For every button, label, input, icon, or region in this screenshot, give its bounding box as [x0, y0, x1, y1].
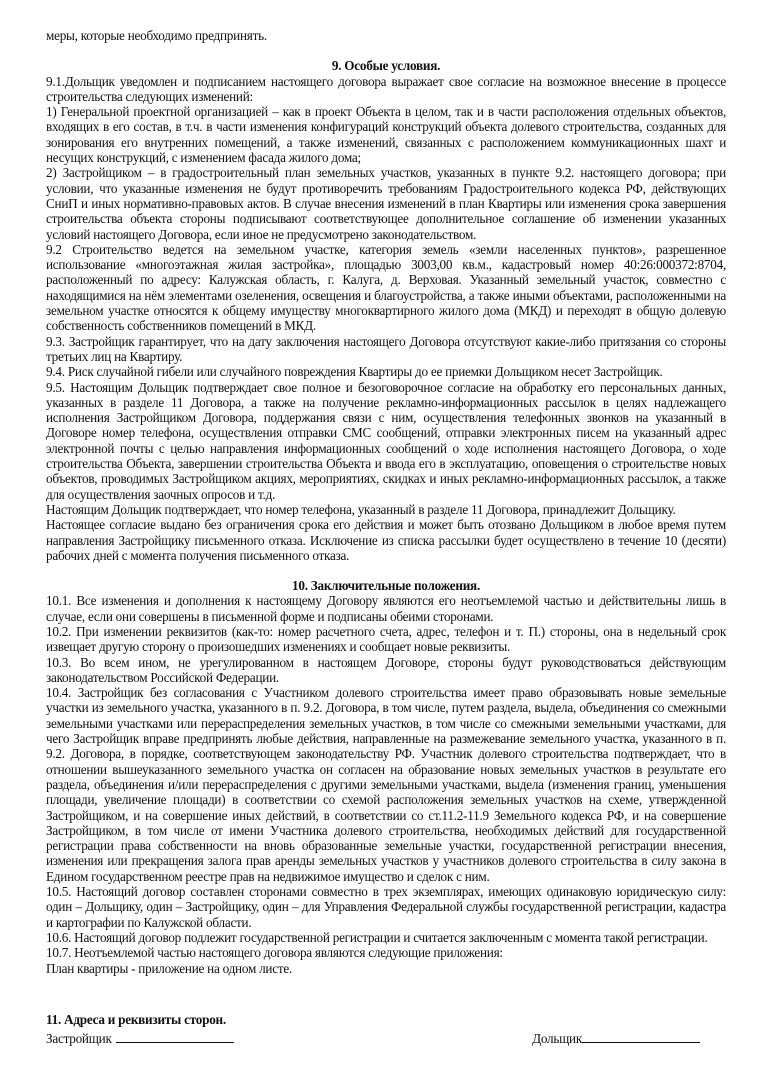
clause-10-2: 10.2. При изменении реквизитов (как-то: номер расчетного счета, адрес, телефон и т. П.) стороны, она в недельный срок извещает другую сторону о произошедших изменениях и сообщает новые реквизиты. [46, 623, 726, 655]
clause-9-5: 9.5. Настоящим Дольщик подтверждает свое полное и безоговорочное согласие на обработку его персональных данных, указанных в разделе 11 Договора, а также на получение рекламно-информационных рассылок в целях надлежащего исполнения Застройщиком Договора, поддержания связи с ним, осуществления телефонных звонков на указанный в Договоре номер телефона, осуществления отправки СМС сообщений, отправки электронных писем на указанный адрес электронной почты с целью направления информационных сообщений о ходе исполнения настоящего Договора, о ходе строительства Объекта, завершении строительства Объекта и ввода его в эксплуатацию, оповещения о строительстве новых объектов, проводимых Застройщиком акциях, мероприятиях, скидках и иных рекламно-информационных рассылок, а также для осуществления заочных опросов и т.д. [46, 379, 726, 502]
intro-line: меры, которые необходимо предпринять. [46, 28, 267, 43]
clause-9-4: 9.4. Риск случайной гибели или случайного повреждения Квартиры до ее приемки Дольщиком несет Застройщик. [46, 364, 663, 380]
clause-10-3: 10.3. Во всем ином, не урегулированном в настоящем Договоре, стороны будут руководствоваться действующим законодательством Российской Федерации. [46, 654, 726, 685]
section-9-title: 9. Особые условия. [331, 58, 441, 74]
clause-9-2: 9.2 Строительство ведется на земельном участке, категория земель «земли населенных пунктов», разрешенное использование «многоэтажная жилая застройка», площадью 3003,00 кв.м., кадастровый номер 40:26:000372:8704, расположенный по адресу: Калужская область, г. Калуга, д. Верховая. Указанный земельный участок, совместно с находящимися на нём элементами озеленения, освещения и благоустройства, а также иными объектами, расположенными на земельном участке относятся к общему имуществу многоквартирного жилого дома (МКД) и переходят в общую долевую собственность собственников помещений в МКД. [46, 241, 726, 334]
clause-9-3: 9.3. Застройщик гарантирует, что на дату заключения настоящего Договора отсутствуют какие-либо притязания со стороны третьих лиц на Квартиру. [46, 333, 726, 364]
clause-10-4: 10.4. Застройщик без согласования с Участником долевого строительства имеет право образовывать новые земельные участки из земельного участка, указанного в п. 9.2. Договора, в том числе, путем раздела, выдела, объединения со смежными земельными участками или перераспределения земельных участков, в том числе со смежными земельными участками, для чего Застройщик вправе предпринять любые действия, направленные на размежевание земельного участка, указанного в п. 9.2. Договора, в порядке, соответствующем законодательству РФ. Участник долевого строительства подтверждает, что в отношении вышеуказанного земельного участка он согласен на образование новых земельных участков в результате его раздела, объединения и/или перераспределения с другими земельными участками, выдела (изменения границ, уменьшения площади, увеличение площади) в соответствии со схемой расположения земельных участков на схеме, утвержденной Застройщиком, и на совершение иных действий, в соответствии со ст.11.2-11.9 Земельного кодекса РФ, и на совершение Застройщиком, в том числе от имени Участника долевого строительства, необходимых действий для государственной регистрации права собственности на вновь образованные земельные участки, государственной регистрации внесения, изменения или прекращения залога прав аренды земельных участков у участников долевого строительства в силу закона в Едином государственном реестре прав на недвижимое имущество и сделок с ним. [46, 685, 726, 884]
developer-signature [46, 1031, 234, 1046]
clause-10-7-attachment: План квартиры - приложение на одном листе. [46, 960, 292, 976]
clause-9-5-phone: Настоящим Дольщик подтверждает, что номер телефона, указанный в разделе 11 Договора, принадлежит Дольщику. [46, 501, 676, 517]
clause-10-5: 10.5. Настоящий договор составлен сторонами совместно в трех экземплярах, имеющих одинаковую юридическую силу: один – Дольщику, один – Застройщику, один – для Управления Федеральной службы государственной регистрации, кадастра и картографии по Калужской области. [46, 884, 726, 930]
shareholder-signature-line [582, 1032, 700, 1043]
clause-9-1: 9.1.Дольщик уведомлен и подписанием настоящего договора выражает свое согласие на возможное внесение в процессе строительства следующих изменений: [46, 73, 726, 104]
clause-9-5-consent: Настоящее согласие выдано без ограничения срока его действия и может быть отозвано Дольщиком в любое время путем направления Застройщику письменного отказа. Исключение из списка рассылки будет осуществлено в течение 10 (десяти) рабочих дней с момента получения письменного отказа. [46, 517, 726, 563]
shareholder-signature [532, 1031, 700, 1046]
clause-10-6: 10.6. Настоящий договор подлежит государственной регистрации и считается заключенным с момента такой регистрации. [46, 929, 708, 945]
developer-label: Застройщик [46, 1031, 112, 1047]
clause-10-1: 10.1. Все изменения и дополнения к настоящему Договору являются его неотъемлемой частью и действительны лишь в случае, если они совершены в письменной форме и подписаны обеими сторонами. [46, 593, 726, 624]
developer-signature-line [116, 1032, 234, 1043]
section-11-title: 11. Адреса и реквизиты сторон. [46, 1011, 226, 1027]
clause-9-1-item-2: 2) Застройщиком – в градостроительный план земельных участков, указанных в пункте 9.2. настоящего договора; при условии, что указанные изменения не будут противоречить требованиям Градостроительного кодекса РФ, действующих СниП и иных нормативно-правовых актов. В случае внесения изменений в план Квартиры или изменения срока завершения строительства объекта стороны подписывают соответствующее дополнительное соглашение об изменении указанных условий настоящего Договора, если иное не предусмотрено законодательством. [46, 165, 726, 242]
section-10-title: 10. Заключительные положения. [292, 578, 480, 594]
signature-row [46, 1031, 726, 1046]
contract-page [46, 28, 726, 1046]
clause-9-1-item-1: 1) Генеральной проектной организацией – как в проект Объекта в целом, так и в части расположения отдельных объектов, входящих в его состав, в т.ч. в части изменения конфигураций конструкций объекта долевого строительства, созданных для зонирования его внутренних помещений, а также изменений, связанных с расположением коммуникационных шахт и несущих конструкций, с изменением фасада жилого дома; [46, 104, 726, 166]
shareholder-label: Дольщик [532, 1031, 582, 1047]
clause-10-7: 10.7. Неотъемлемой частью настоящего договора являются следующие приложения: [46, 945, 503, 961]
